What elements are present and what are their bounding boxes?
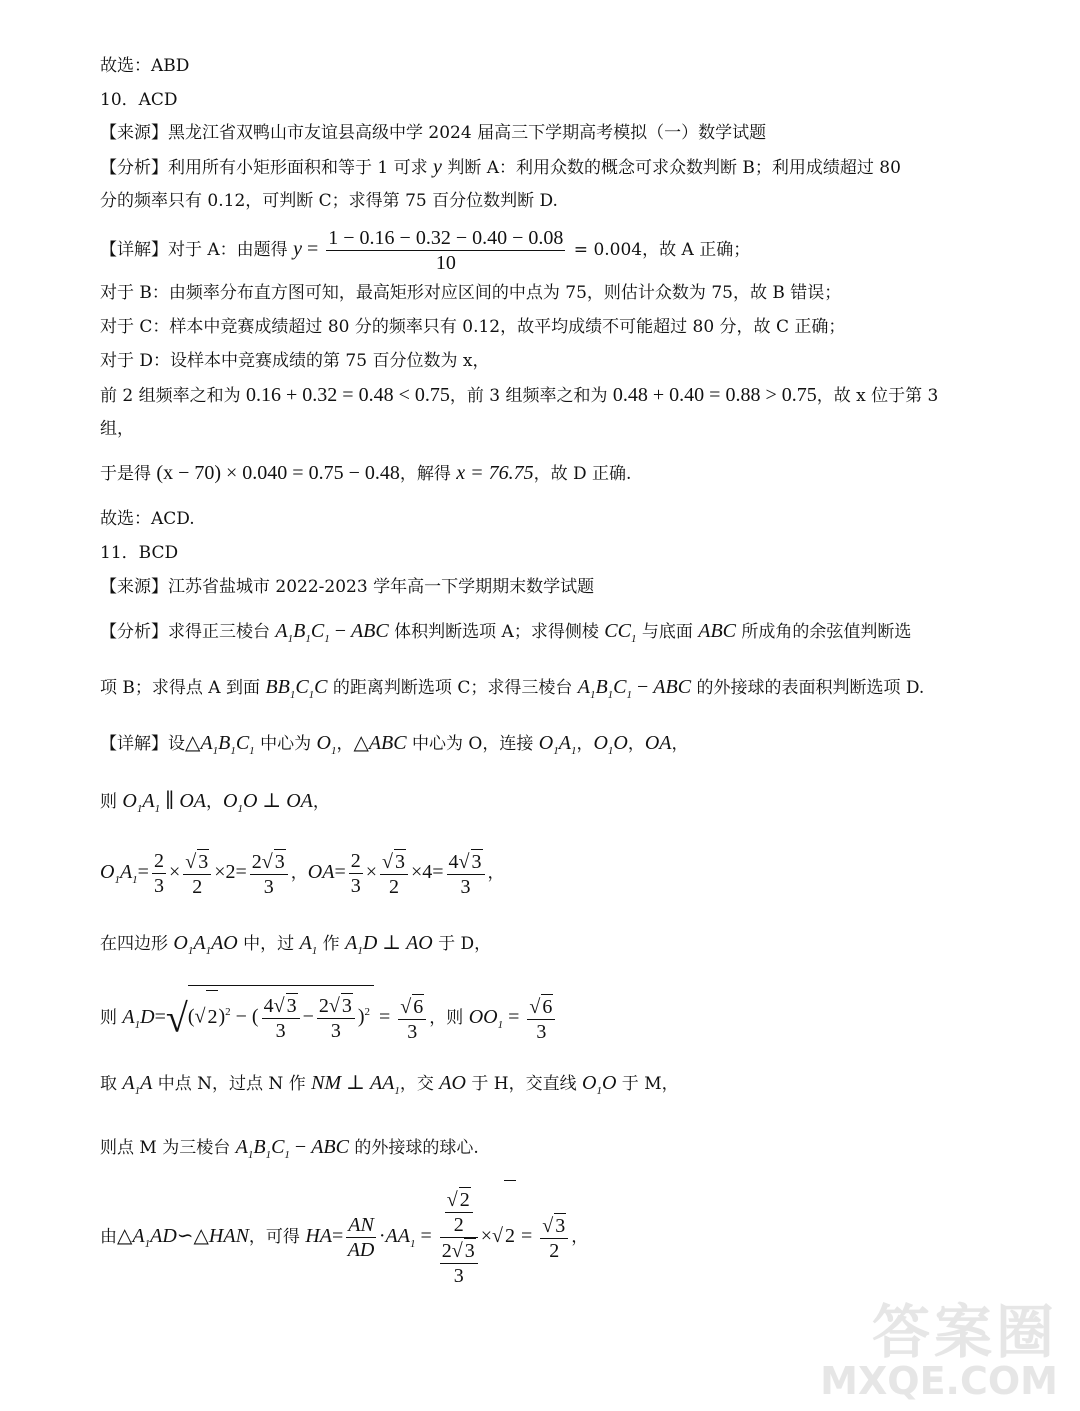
formula-line: $O_1A_1=$ $\frac{2}{3}$ × $\frac{√ 3}{2}$ ×2= $\frac{2√ 3}{3}$ ，OA= $\frac{2}{3}$ × $\frac{√ 3}{2}$ ×4= $\frac{4√ 3}{3}$ ，	[100, 850, 505, 898]
detail-line: 【详解】设$\triangle A_1B_1C_1$ 中心为 $O_1$，△ABC 中心为 O，连接 $O_1A_1$，$O_1O$，OA，	[100, 732, 689, 757]
text-line: 前 2 组频率之和为 0.16 + 0.32 = 0.48 < 0.75，前 3 组频率之和为 0.48 + 0.40 = 0.88 > 0.75，故 x 位于第 3	[100, 384, 939, 406]
detail-line: 【详解】对于 A：由题得 y = $\frac{1 - 0.16 - 0.32 - 0.40 - 0.08}{10}$ = 0.004，故 A 正确；	[100, 227, 751, 274]
text-line: 在四边形 $O_1A_1AO$ 中，过 $A_1$ 作 $A_1D$ ⊥ AO 于 D，	[100, 932, 492, 957]
text-line: 则 $O_1A_1$ ∥ OA，$O_1O$ ⊥ OA，	[100, 790, 330, 815]
text-line: 项 B；求得点 A 到面 $BB_1C_1C$ 的距离判断选项 C；求得三棱台 $A_1B_1C_1$ − ABC 的外接球的表面积判断选项 D.	[100, 676, 925, 701]
text-line: 对于 B：由频率分布直方图可知，最高矩形对应区间的中点为 75，则估计众数为 75，故 B 错误；	[100, 283, 842, 303]
text-line: 故选：ACD.	[100, 509, 195, 529]
watermark: 答案圈 MXQE.COM	[820, 1298, 1058, 1403]
text-line: 则点 M 为三棱台 $A_1B_1C_1$ − ABC 的外接球的球心.	[100, 1136, 479, 1161]
question-number: 10．ACD	[100, 90, 178, 110]
source-line: 【来源】黑龙江省双鸭山市友谊县高级中学 2024 届高三下学期高考模拟（一）数学试题	[100, 123, 767, 143]
question-number: 11．BCD	[100, 543, 179, 563]
text-line: 故选：ABD	[100, 56, 190, 76]
analysis-line: 【分析】求得正三棱台 $A_1B_1C_1$ − ABC 体积判断选项 A；求得侧棱 $CC_1$ 与底面 ABC 所成角的余弦值判断选	[100, 620, 912, 645]
formula-line: 由$\triangle A_1AD∽\triangle HAN$，可得 HA= $\frac{AN}{AD}$ $\cdot AA_1$ = $\frac{\frac{√ 2}{2}}{\frac{2√ 3}{3}}$ ×√ 2 = $\frac{√ 3}{2}$ ，	[100, 1180, 588, 1299]
text-line: 组，	[100, 419, 134, 439]
text-line: 对于 C：样本中竞赛成绩超过 80 分的频率只有 0.12，故平均成绩不可能超过 80 分，故 C 正确；	[100, 317, 846, 337]
text-line: 于是得 (x − 70) × 0.040 = 0.75 − 0.48，解得 x = 76.75，故 D 正确.	[100, 462, 632, 484]
text-line: 分的频率只有 0.12，可判断 C；求得第 75 百分位数判断 D.	[100, 191, 558, 211]
formula-line: 则 $A_1D=√(√$ 2)$^2$ − ( $\frac{4√ 3}{3}$ − $\frac{2√ 3}{3}$ )$^2$ = $\frac{√ 6}{3}$ ，则 $OO_1$ = $\frac{√ 6}{3}$	[100, 985, 558, 1057]
source-line: 【来源】江苏省盐城市 2022-2023 学年高一下学期期末数学试题	[100, 577, 595, 597]
text-line: 对于 D：设样本中竞赛成绩的第 75 百分位数为 x，	[100, 351, 490, 371]
analysis-line: 【分析】利用所有小矩形面积和等于 1 可求 y 判断 A：利用众数的概念可求众数判断 B；利用成绩超过 80	[100, 156, 901, 178]
text-line: 取 $A_1A$ 中点 N，过点 N 作 NM ⊥ $AA_1$，交 AO 于 H，交直线 $O_1O$ 于 M，	[100, 1072, 679, 1097]
